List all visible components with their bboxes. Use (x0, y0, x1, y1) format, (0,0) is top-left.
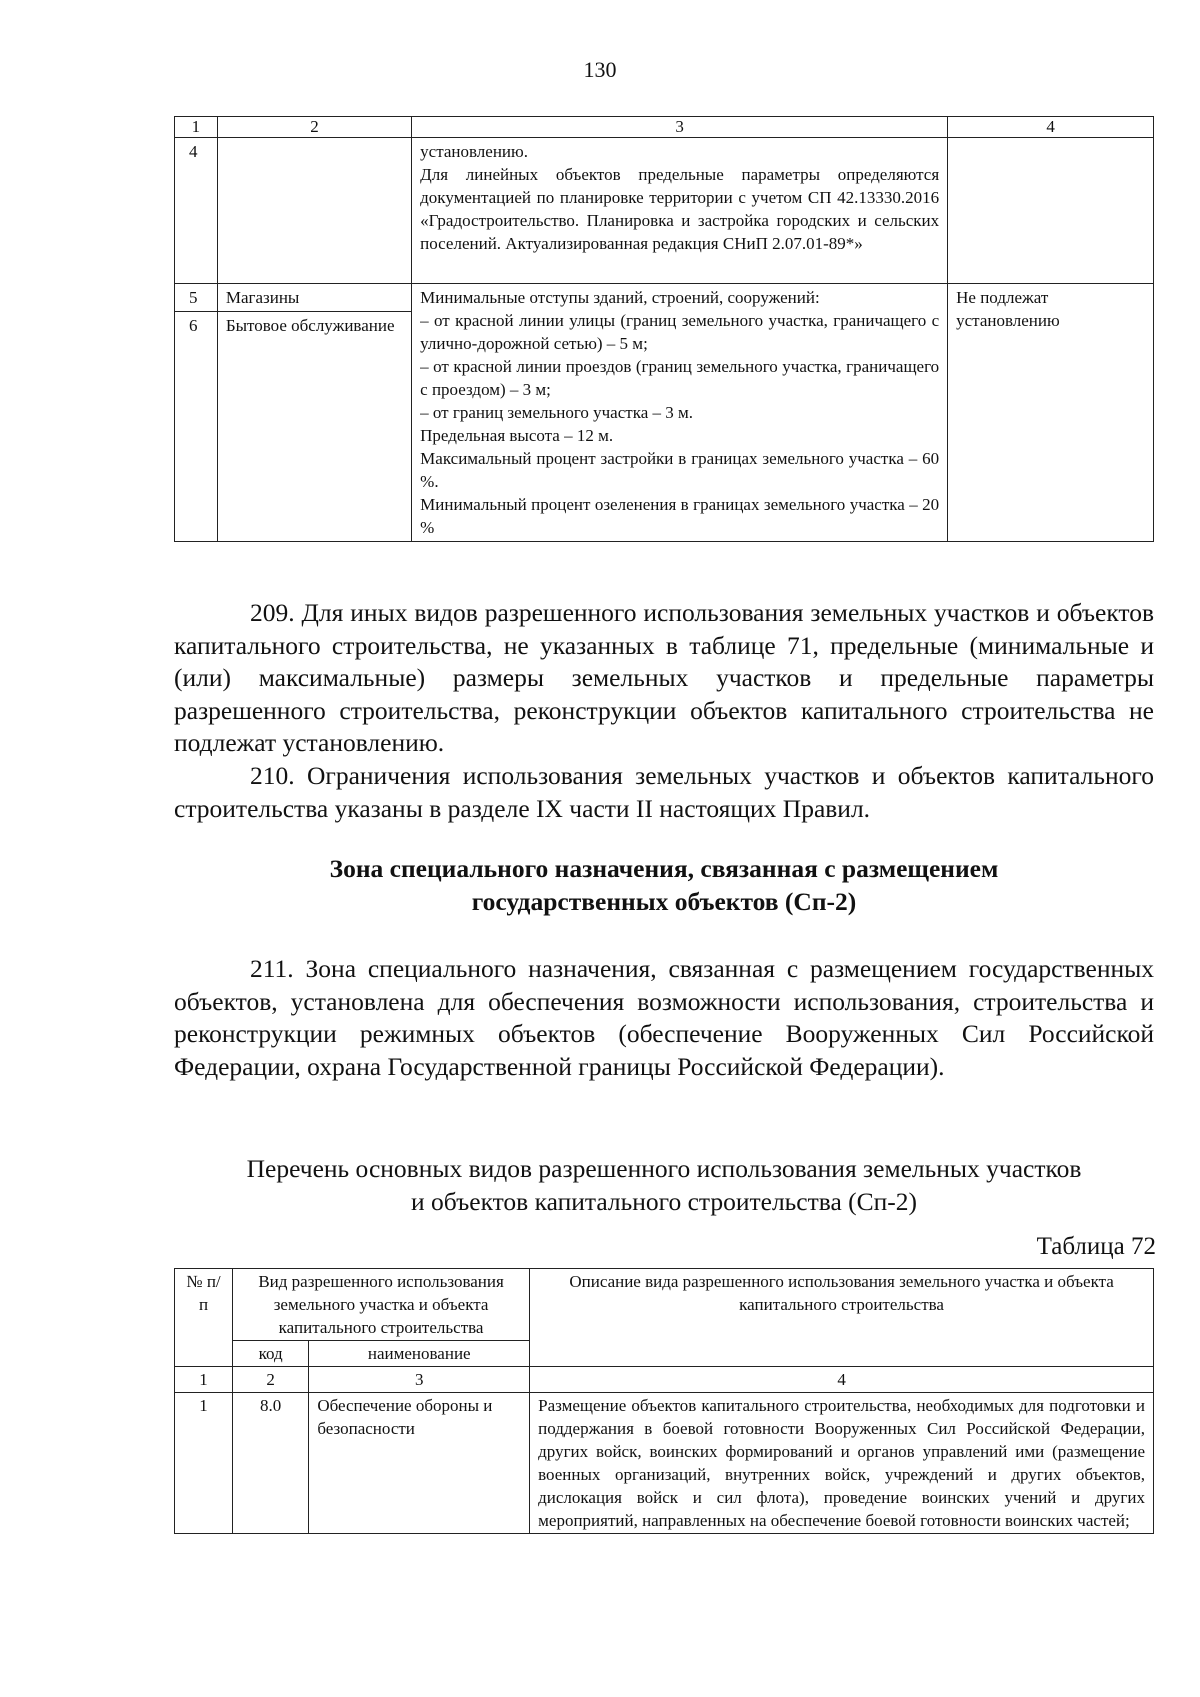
note-cell (948, 138, 1154, 284)
note-cell: Не подлежат установлению (948, 284, 1154, 542)
parameters-line: – от красной линии улицы (границ земельного участка, граничащего с улично-дорожной сетью) – 5 м; (420, 311, 940, 353)
use-name-cell: Обеспечение обороны и безопасности (309, 1393, 530, 1534)
row-number-cell: 5 (175, 284, 218, 312)
table-row (175, 138, 1154, 284)
column-number-cell: 1 (175, 117, 218, 138)
parameters-text: Для линейных объектов предельные параметры определяются документацией по планировке территории с учетом СП 42.13330.2016 «Градостроительство. Планировка и застройка городских и сельских поселений. Актуализированная редакция СНиП 2.07.01-89*» (420, 165, 940, 253)
description-cell: Размещение объектов капитального строительства, необходимых для подготовки и поддержания в боевой готовности Вооруженных Сил Российской Федерации, других войск, воинских формирований и органов управлений ими (размещение военных организаций, внутренних войск, учреждений и других объектов, дислокация войск и сил флота), проведение воинских учений и других мероприятий, направленных на обеспечение боевой готовности воинских частей; (530, 1393, 1154, 1534)
table-header-row (175, 117, 1154, 138)
parameters-line: Минимальный процент озеленения в границах земельного участка – 20 % (420, 495, 940, 537)
row-number-cell: 1 (175, 1393, 233, 1534)
column-number-cell: 3 (412, 117, 948, 138)
row-number-cell: 6 (175, 312, 218, 542)
parameters-line: установлению. (420, 142, 528, 161)
section-heading-line: государственных объектов (Сп-2) (471, 887, 857, 916)
column-number-cell: 4 (530, 1367, 1154, 1393)
use-name-cell: Бытовое обслуживание (217, 312, 411, 542)
row-number-cell: 4 (175, 138, 218, 284)
header-code-cell: код (233, 1341, 309, 1367)
parameters-line: Минимальные отступы зданий, строений, сооружений: (420, 288, 820, 307)
list-heading-line: Перечень основных видов разрешенного использования земельных участков (246, 1154, 1082, 1183)
list-heading (174, 1152, 1154, 1218)
column-number-cell: 2 (233, 1367, 309, 1393)
parameters-line: – от границ земельного участка – 3 м. (420, 403, 693, 422)
paragraph-210: 210. Ограничения использования земельных участков и объектов капитального строительства указаны в разделе IX части II настоящих Правил. (174, 761, 1154, 823)
column-number-cell: 3 (309, 1367, 530, 1393)
paragraph-211: 211. Зона специального назначения, связанная с размещением государственных объектов, установлена для обеспечения возможности использования, строительства и реконструкции режимных объектов (обеспечение Вооруженных Сил Российской Федерации, охрана Государственной границы Российской Федерации). (174, 954, 1154, 1081)
header-description-cell: Описание вида разрешенного использования земельного участка и объекта капитального строительства (530, 1269, 1154, 1367)
table-caption: Таблица 72 (1036, 1233, 1156, 1260)
header-name-cell: наименование (309, 1341, 530, 1367)
table-row (175, 284, 1154, 312)
header-kind-cell: Вид разрешенного использования земельного участка и объекта капитального строительства (233, 1269, 530, 1341)
page-number: 130 (583, 57, 617, 82)
use-name-cell: Магазины (217, 284, 411, 312)
header-number-cell: № п/п (175, 1269, 233, 1367)
column-number-cell: 1 (175, 1367, 233, 1393)
table-72 (174, 1268, 1154, 1534)
list-heading-line: и объектов капитального строительства (Сп-2) (410, 1187, 918, 1216)
zoning-parameters-table-continued (174, 116, 1154, 542)
section-heading-line: Зона специального назначения, связанная с размещением (329, 854, 999, 883)
section-heading (174, 852, 1154, 918)
table-header-row (175, 1269, 1154, 1341)
code-cell: 8.0 (233, 1393, 309, 1534)
parameters-cell (412, 138, 948, 284)
parameters-line: Предельная высота – 12 м. (420, 426, 614, 445)
parameters-cell (412, 284, 948, 542)
paragraph-209: 209. Для иных видов разрешенного использования земельных участков и объектов капитального строительства, не указанных в таблице 71, предельные (минимальные и (или) максимальные) размеры земельных участков и предельные параметры разрешенного строительства, реконструкции объектов капитального строительства не подлежат установлению. (174, 598, 1154, 757)
use-name-cell (217, 138, 411, 284)
parameters-line: – от красной линии проездов (границ земельного участка, граничащего с проездом) – 3 м; (420, 357, 940, 399)
column-number-cell: 4 (948, 117, 1154, 138)
parameters-line: Максимальный процент застройки в границах земельного участка – 60 %. (420, 449, 940, 491)
column-numbers-row (175, 1367, 1154, 1393)
column-number-cell: 2 (217, 117, 411, 138)
table-row (175, 1393, 1154, 1534)
